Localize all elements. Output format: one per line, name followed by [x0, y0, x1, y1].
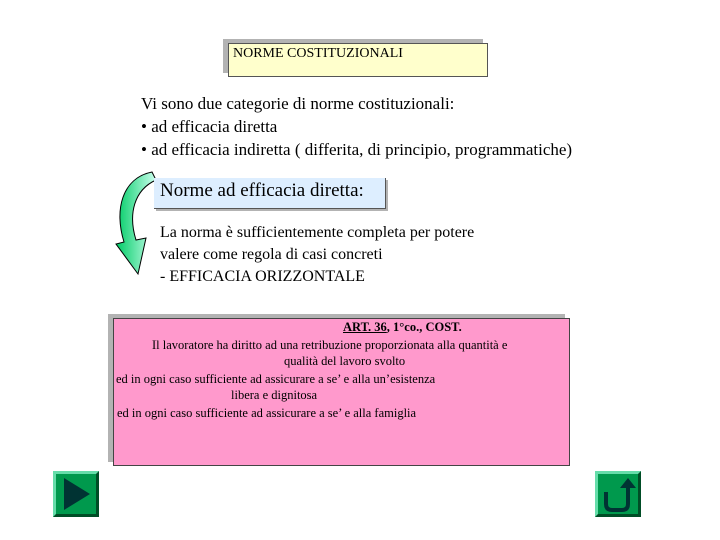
intro-line-2: • ad efficacia diretta: [141, 117, 278, 136]
intro-line-1: Vi sono due categorie di norme costituzionali:: [141, 94, 455, 113]
article-line-4: libera e dignitosa: [231, 388, 318, 402]
article-clause: , 1°co., COST.: [386, 320, 462, 334]
subtitle-text: Norme ad efficacia diretta:: [160, 180, 364, 201]
title-box: [228, 43, 488, 77]
article-line-2: qualità del lavoro svolto: [284, 354, 406, 368]
return-button[interactable]: [595, 471, 641, 517]
description-line-3: - EFFICACIA ORIZZONTALE: [160, 268, 365, 285]
description-line-1: La norma è sufficientemente completa per potere: [160, 224, 475, 241]
description-line-2: valere come regola di casi concreti: [160, 246, 383, 263]
title-text: NORME COSTITUZIONALI: [233, 46, 403, 61]
article-line-1: Il lavoratore ha diritto ad una retribuzione proporzionata alla quantità e: [152, 338, 508, 352]
next-slide-button[interactable]: [53, 471, 99, 517]
article-line-5: ed in ogni caso sufficiente ad assicurare a se’ e alla famiglia: [117, 406, 417, 420]
intro-line-3: • ad efficacia indiretta ( differita, di principio, programmatiche): [141, 140, 573, 159]
article-line-3: ed in ogni caso sufficiente ad assicurare a se’ e alla un’esistenza: [116, 372, 436, 386]
play-triangle-icon: [56, 474, 96, 514]
description-text: [160, 222, 474, 288]
subtitle-box: [154, 178, 386, 209]
intro-text: [141, 92, 572, 161]
article-number: ART. 36: [343, 320, 387, 334]
article-reference: [343, 319, 462, 336]
u-turn-return-icon: [598, 474, 638, 514]
article-box: [113, 318, 570, 466]
